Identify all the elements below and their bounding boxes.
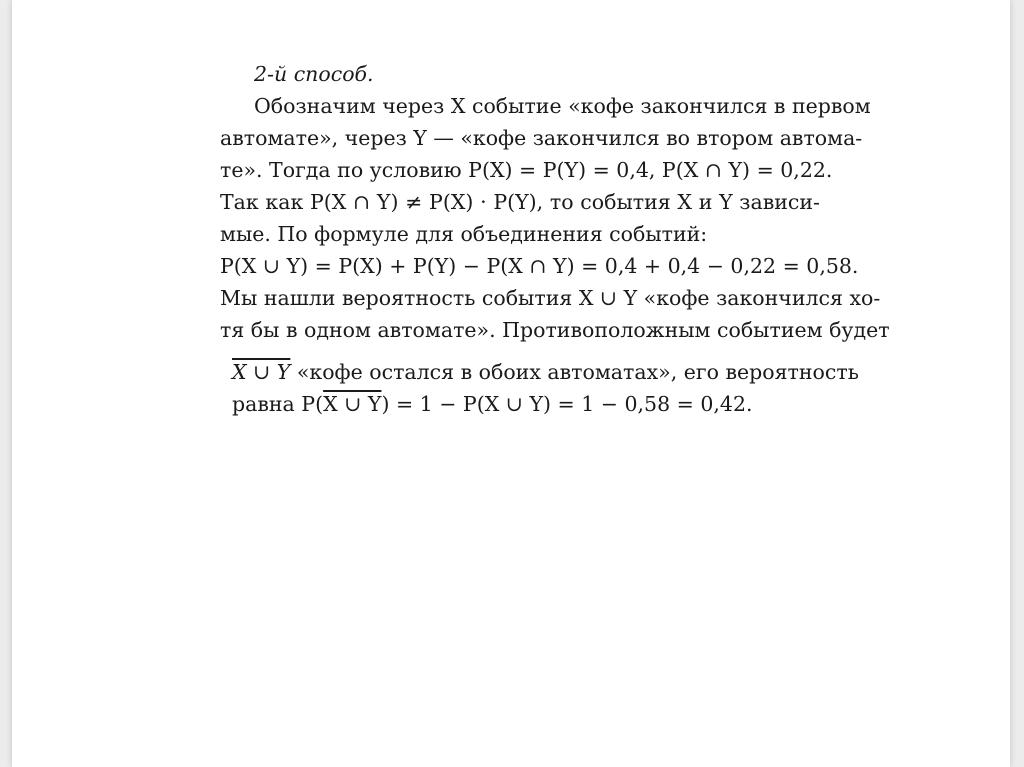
text-line: мые. По формуле для объединения событий: — [220, 222, 708, 246]
text-line — [220, 356, 859, 388]
text-line: автомате», через Y — «кофе закончился во втором автома- — [220, 126, 863, 150]
text-fragment: ) = 1 − P(X ∪ Y) = 1 − 0,58 = 0,42. — [381, 392, 753, 416]
result-line — [220, 388, 820, 420]
text-line: Так как P(X ∩ Y) ≠ P(X) · P(Y), то события X и Y зависи- — [220, 190, 820, 214]
text-line: тя бы в одном автомате». Противоположным событием будет — [220, 318, 890, 342]
text-line: Обозначим через X событие «кофе закончился в первом — [254, 94, 871, 118]
text-fragment: равна P( — [232, 392, 324, 416]
solution-text — [220, 58, 890, 420]
formula-line: P(X ∪ Y) = P(X) + P(Y) − P(X ∩ Y) = 0,4 + 0,4 − 0,22 = 0,58. — [220, 254, 859, 278]
complement-event: X ∪ Y — [232, 360, 291, 384]
text-line: те». Тогда по условию P(X) = P(Y) = 0,4, P(X ∩ Y) = 0,22. — [220, 158, 833, 182]
text-line: Мы нашли вероятность события X ∪ Y «кофе закончился хо- — [220, 286, 881, 310]
complement-event: X ∪ Y — [323, 392, 382, 416]
method-heading: 2-й способ. — [254, 62, 374, 86]
text-fragment: «кофе остался в обоих автоматах», его вероятность — [290, 360, 859, 384]
page-sheet — [12, 0, 1010, 767]
second-paragraph — [220, 356, 859, 420]
